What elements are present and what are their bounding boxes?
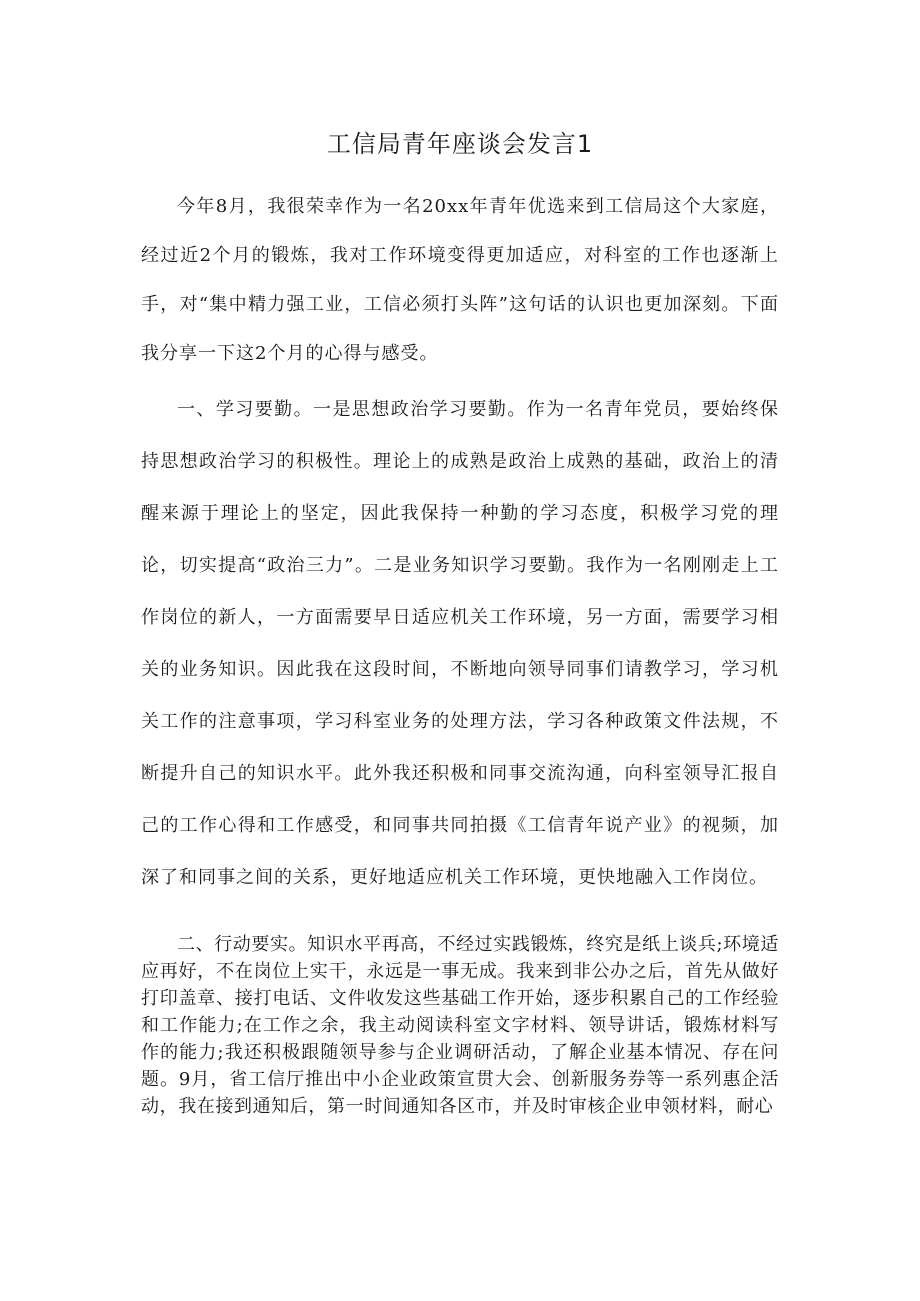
document-title: 工信局青年座谈会发言1 [326,130,594,158]
paragraph-action: 二、行动要实。知识水平再高，不经过实践锻炼，终究是纸上谈兵;环境适应再好，不在岗位上实干，永远是一事无成。我来到非公办之后，首先从做好打印盖章、接打电话、文件收发这些基础工作开始，逐步积累自己的工作经验和工作能力;在工作之余，我主动阅读科室文字材料、领导讲话，锻炼材料写作的能力;我还积极跟随领导参与企业调研活动，了解企业基本情况、存在问题。9月，省工信厅推出中小企业政策宣贯大会、创新服务券等一系列惠企活动，我在接到通知后，第一时间通知各区市，并及时审核企业申领材料，耐心 [141,934,779,1117]
paragraph-study: 一、学习要勤。一是思想政治学习要勤。作为一名青年党员，要始终保持思想政治学习的积极性。理论上的成熟是政治上成熟的基础，政治上的清醒来源于理论上的坚定，因此我保持一种勤的学习态度，积极学习党的理论，切实提高“政治三力”。二是业务知识学习要勤。我作为一名刚刚走上工作岗位的新人，一方面需要早日适应机关工作环境，另一方面，需要学习相关的业务知识。因此我在这段时间，不断地向领导同事们请教学习，学习机关工作的注意事项，学习科室业务的处理方法，学习各种政策文件法规，不断提升自己的知识水平。此外我还积极和同事交流沟通，向科室领导汇报自己的工作心得和工作感受，和同事共同拍摄《工信青年说产业》的视频，加深了和同事之间的关系，更好地适应机关工作环境，更快地融入工作岗位。 [141,399,779,888]
paragraph-intro: 今年8月，我很荣幸作为一名20xx年青年优选来到工信局这个大家庭，经过近2个月的锻炼，我对工作环境变得更加适应，对科室的工作也逐渐上手，对“集中精力强工业，工信必须打头阵”这句话的认识也更加深刻。下面我分享一下这2个月的心得与感受。 [141,196,779,364]
